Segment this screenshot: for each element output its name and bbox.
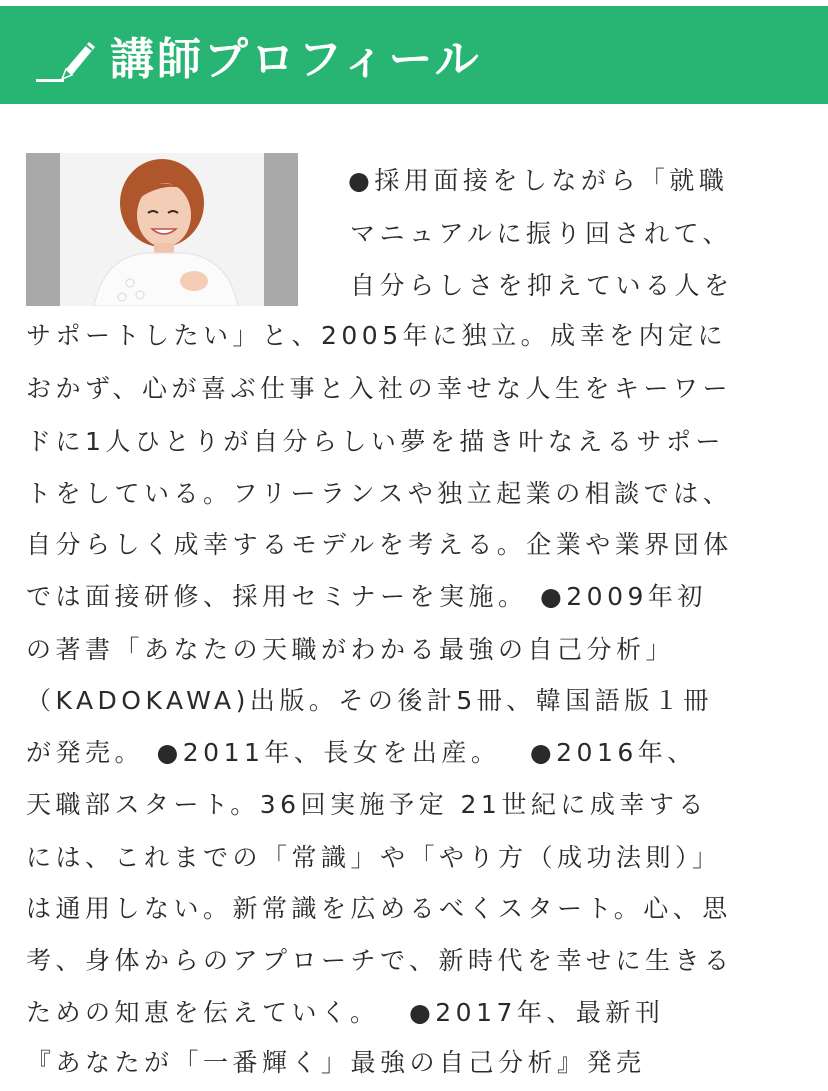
profile-line: 考、身体からのアプローチで、新時代を幸せに生きる — [26, 946, 734, 975]
profile-line: は通用しない。新常識を広めるべくスタート。心、思 — [26, 894, 732, 923]
section-header — [0, 6, 828, 104]
profile-line: 自分らしく成幸するモデルを考える。企業や業界団体 — [26, 530, 733, 559]
profile-line: ための知恵を伝えていく。 ●2017年、最新刊 — [26, 998, 665, 1027]
profile-line: 『あなたが「一番輝く」最強の自己分析』発売 — [26, 1048, 646, 1077]
profile-photo — [26, 153, 298, 306]
profile-line: サポートしたい」と、2005年に独立。成幸を内定に — [26, 321, 728, 350]
profile-line: ドに1人ひとりが自分らしい夢を描き叶なえるサポー — [26, 427, 725, 456]
profile-line: （KADOKAWA)出版。その後計5冊、韓国語版１冊 — [26, 686, 713, 715]
profile-line: 自分らしさを抑えている人を — [350, 271, 734, 300]
profile-line: の著書「あなたの天職がわかる最強の自己分析」 — [26, 635, 676, 664]
instructor-portrait — [60, 153, 264, 306]
profile-line: では面接研修、採用セミナーを実施。 ●2009年初 — [26, 582, 707, 611]
profile-line: ●採用面接をしながら「就職 — [348, 166, 729, 195]
page-title: 講師プロフィール — [110, 34, 482, 85]
profile-line: には、これまでの「常識」や「やり方（成功法則）」 — [26, 843, 722, 872]
profile-line: マニュアルに振り回されて、 — [350, 219, 733, 248]
profile-line: トをしている。フリーランスや独立起業の相談では、 — [26, 479, 733, 508]
profile-line: 天職部スタート。36回実施予定 21世紀に成幸する — [26, 790, 708, 819]
profile-line: が発売。 ●2011年、長女を出産。 ●2016年、 — [26, 738, 697, 767]
profile-line: おかず、心が喜ぶ仕事と入社の幸せな人生をキーワー — [26, 374, 733, 403]
portrait-illustration — [60, 153, 264, 306]
pencil-icon — [34, 36, 100, 86]
